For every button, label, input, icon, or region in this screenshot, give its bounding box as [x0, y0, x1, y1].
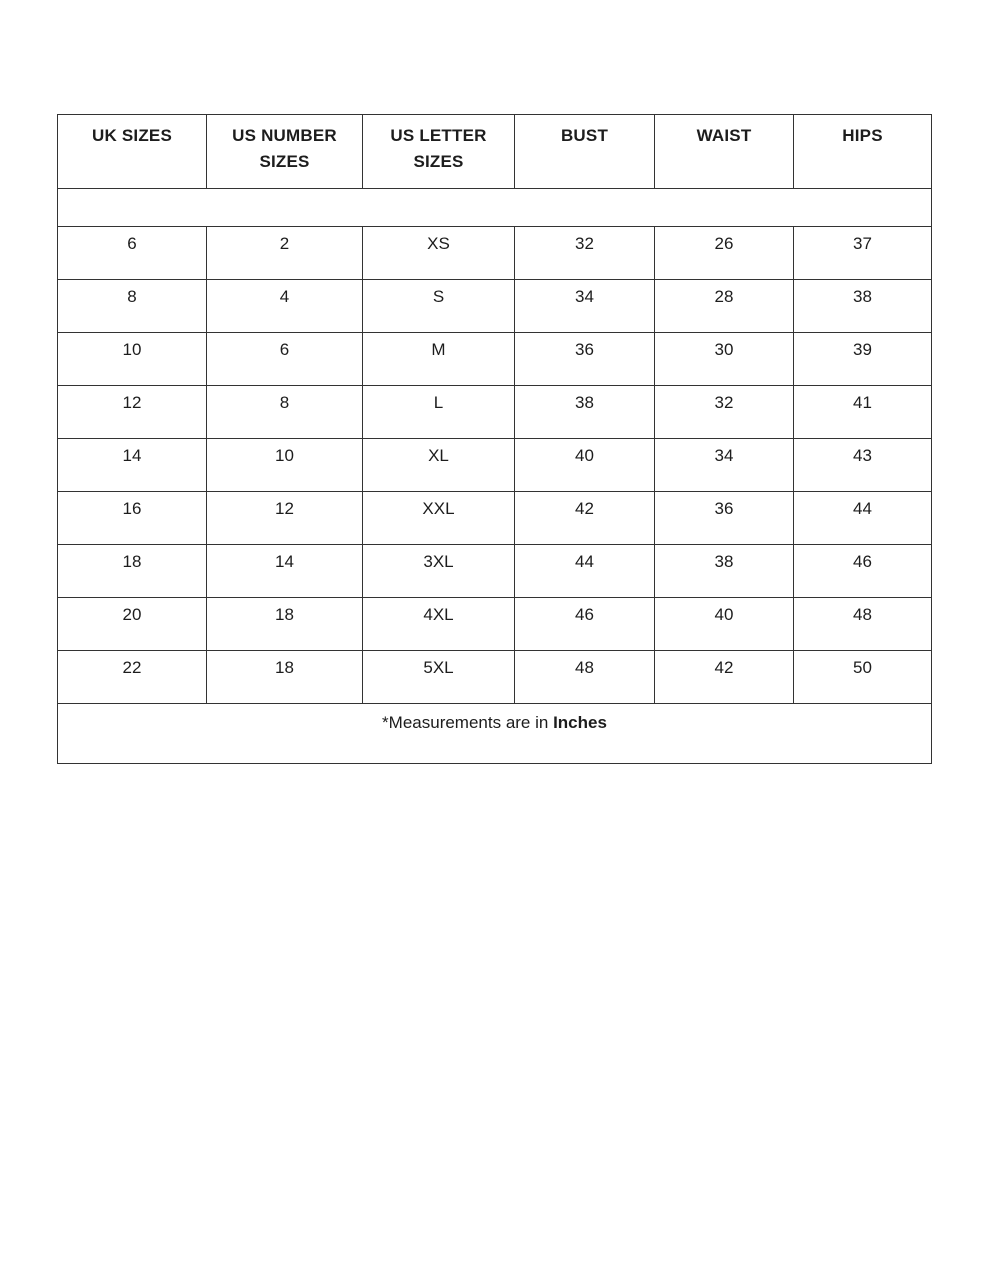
cell: 50: [794, 651, 932, 704]
cell: 14: [58, 439, 207, 492]
cell: 28: [655, 280, 794, 333]
cell: 4XL: [363, 598, 515, 651]
cell: M: [363, 333, 515, 386]
cell: 12: [58, 386, 207, 439]
size-chart-table: [57, 114, 932, 764]
cell: 10: [58, 333, 207, 386]
cell: 34: [655, 439, 794, 492]
cell: 44: [515, 545, 655, 598]
cell: 22: [58, 651, 207, 704]
cell: 3XL: [363, 545, 515, 598]
cell: 2: [207, 227, 363, 280]
cell: 40: [655, 598, 794, 651]
cell: 30: [655, 333, 794, 386]
cell: 38: [655, 545, 794, 598]
column-header-hips: HIPS: [794, 115, 932, 189]
cell: 34: [515, 280, 655, 333]
table-row: [58, 651, 932, 704]
spacer-row: [58, 189, 932, 227]
spacer-cell: [58, 189, 932, 227]
cell: 42: [515, 492, 655, 545]
cell: 18: [58, 545, 207, 598]
cell: 5XL: [363, 651, 515, 704]
cell: 43: [794, 439, 932, 492]
cell: 46: [515, 598, 655, 651]
cell: 41: [794, 386, 932, 439]
cell: 36: [515, 333, 655, 386]
cell: XS: [363, 227, 515, 280]
cell: 10: [207, 439, 363, 492]
cell: 39: [794, 333, 932, 386]
footnote-text: *Measurements are in: [382, 713, 554, 732]
size-chart-body: [58, 227, 932, 704]
cell: 48: [794, 598, 932, 651]
cell: 26: [655, 227, 794, 280]
cell: 40: [515, 439, 655, 492]
size-chart-header: [58, 115, 932, 227]
table-row: [58, 439, 932, 492]
table-row: [58, 598, 932, 651]
cell: 46: [794, 545, 932, 598]
cell: 4: [207, 280, 363, 333]
column-header-uk-sizes: UK SIZES: [58, 115, 207, 189]
cell: L: [363, 386, 515, 439]
table-row: [58, 386, 932, 439]
cell: XL: [363, 439, 515, 492]
footnote-cell: [58, 704, 932, 764]
cell: 20: [58, 598, 207, 651]
cell: 12: [207, 492, 363, 545]
cell: 6: [207, 333, 363, 386]
cell: 44: [794, 492, 932, 545]
column-header-us-letter-sizes: US LETTER SIZES: [363, 115, 515, 189]
column-header-us-number-sizes: US NUMBER SIZES: [207, 115, 363, 189]
cell: 42: [655, 651, 794, 704]
size-chart-footer: [58, 704, 932, 764]
footnote-row: [58, 704, 932, 764]
cell: XXL: [363, 492, 515, 545]
table-row: [58, 545, 932, 598]
cell: 8: [207, 386, 363, 439]
cell: 48: [515, 651, 655, 704]
cell: 32: [655, 386, 794, 439]
cell: 38: [794, 280, 932, 333]
cell: 6: [58, 227, 207, 280]
cell: 8: [58, 280, 207, 333]
cell: 14: [207, 545, 363, 598]
cell: 36: [655, 492, 794, 545]
column-header-bust: BUST: [515, 115, 655, 189]
table-row: [58, 492, 932, 545]
cell: 18: [207, 598, 363, 651]
cell: 32: [515, 227, 655, 280]
cell: 37: [794, 227, 932, 280]
cell: S: [363, 280, 515, 333]
cell: 38: [515, 386, 655, 439]
footnote-emphasis: Inches: [553, 713, 607, 732]
cell: 18: [207, 651, 363, 704]
header-row: [58, 115, 932, 189]
table-row: [58, 227, 932, 280]
column-header-waist: WAIST: [655, 115, 794, 189]
cell: 16: [58, 492, 207, 545]
table-row: [58, 280, 932, 333]
table-row: [58, 333, 932, 386]
